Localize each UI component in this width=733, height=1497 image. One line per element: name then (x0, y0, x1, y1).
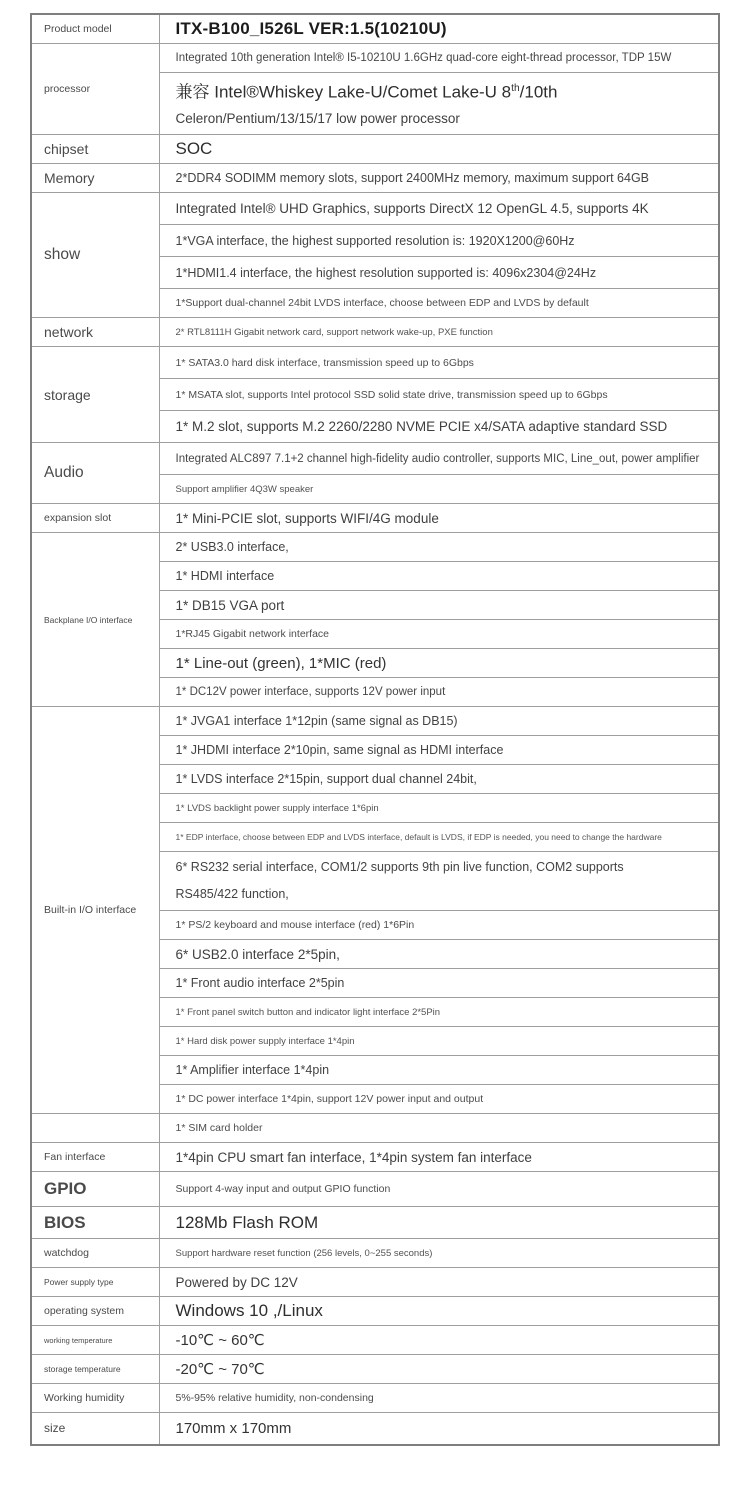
spec-backplane-audio-jacks: 1* Line-out (green), 1*MIC (red) (159, 649, 719, 678)
spec-network: 2* RTL8111H Gigabit network card, support network wake-up, PXE function (159, 318, 719, 347)
spec-gpio: Support 4-way input and output GPIO function (159, 1172, 719, 1207)
spec-size: 170mm x 170mm (159, 1413, 719, 1445)
spec-builtin-front-panel: 1* Front panel switch button and indicator light interface 2*5Pin (159, 998, 719, 1027)
spec-power-supply: Powered by DC 12V (159, 1268, 719, 1297)
spec-working-temperature: -10℃ ~ 60℃ (159, 1326, 719, 1355)
row-label-sim-empty (31, 1114, 159, 1143)
spec-backplane-rj45: 1*RJ45 Gigabit network interface (159, 620, 719, 649)
spec-builtin-jhdmi: 1* JHDMI interface 2*10pin, same signal as HDMI interface (159, 736, 719, 765)
spec-chipset: SOC (159, 135, 719, 164)
spec-table (30, 13, 720, 1446)
spec-storage-msata: 1* MSATA slot, supports Intel protocol SSD solid state drive, transmission speed up to 6Gbps (159, 379, 719, 411)
spec-builtin-usb2: 6* USB2.0 interface 2*5pin, (159, 940, 719, 969)
spec-audio-codec: Integrated ALC897 7.1+2 channel high-fidelity audio controller, supports MIC, Line_out, power amplifier (159, 443, 719, 475)
spec-storage-sata: 1* SATA3.0 hard disk interface, transmission speed up to 6Gbps (159, 347, 719, 379)
spec-bios: 128Mb Flash ROM (159, 1207, 719, 1239)
spec-os: Windows 10 ,/Linux (159, 1297, 719, 1326)
spec-builtin-amplifier: 1* Amplifier interface 1*4pin (159, 1056, 719, 1085)
spec-backplane-usb3: 2* USB3.0 interface, (159, 533, 719, 562)
spec-fan: 1*4pin CPU smart fan interface, 1*4pin system fan interface (159, 1143, 719, 1172)
spec-working-humidity: 5%-95% relative humidity, non-condensing (159, 1384, 719, 1413)
row-label-bios: BIOS (31, 1207, 159, 1239)
spec-audio-amplifier: Support amplifier 4Q3W speaker (159, 475, 719, 504)
row-label-watchdog: watchdog (31, 1239, 159, 1268)
spec-sim-card-holder: 1* SIM card holder (159, 1114, 719, 1143)
spec-processor-compat-line2: Celeron/Pentium/13/15/17 low power processor (175, 111, 460, 127)
spec-processor-compat (159, 72, 719, 135)
spec-builtin-rs232-line1: 6* RS232 serial interface, COM1/2 supports 9th pin live function, COM2 supports (175, 860, 624, 875)
spec-builtin-rs232-line2: RS485/422 function, (175, 887, 289, 902)
spec-builtin-hdd-power: 1* Hard disk power supply interface 1*4pin (159, 1027, 719, 1056)
row-label-fan: Fan interface (31, 1143, 159, 1172)
row-label-storage: storage (31, 347, 159, 443)
spec-backplane-vga: 1* DB15 VGA port (159, 591, 719, 620)
spec-expansion-minipcie: 1* Mini-PCIE slot, supports WIFI/4G module (159, 504, 719, 533)
spec-builtin-front-audio: 1* Front audio interface 2*5pin (159, 969, 719, 998)
spec-processor-compat-line1: 兼容 Intel®Whiskey Lake-U/Comet Lake-U 8th/10th (175, 82, 558, 102)
spec-show-gpu: Integrated Intel® UHD Graphics, supports DirectX 12 OpenGL 4.5, supports 4K (159, 193, 719, 225)
row-label-backplane-io: Backplane I/O interface (31, 533, 159, 707)
spec-builtin-ps2: 1* PS/2 keyboard and mouse interface (red) 1*6Pin (159, 911, 719, 940)
row-label-memory: Memory (31, 164, 159, 193)
row-label-storage-temperature: storage temperature (31, 1355, 159, 1384)
spec-storage-temperature: -20℃ ~ 70℃ (159, 1355, 719, 1384)
spec-processor-model: Integrated 10th generation Intel® I5-10210U 1.6GHz quad-core eight-thread processor, TDP 15W (159, 43, 719, 72)
row-label-gpio: GPIO (31, 1172, 159, 1207)
row-label-power-supply: Power supply type (31, 1268, 159, 1297)
spec-show-vga: 1*VGA interface, the highest supported resolution is: 1920X1200@60Hz (159, 225, 719, 257)
spec-product-model: ITX-B100_I526L VER:1.5(10210U) (159, 14, 719, 43)
spec-watchdog: Support hardware reset function (256 levels, 0~255 seconds) (159, 1239, 719, 1268)
row-label-working-humidity: Working humidity (31, 1384, 159, 1413)
spec-builtin-lvds: 1* LVDS interface 2*15pin, support dual channel 24bit, (159, 765, 719, 794)
row-label-audio: Audio (31, 443, 159, 504)
spec-show-lvds: 1*Support dual-channel 24bit LVDS interface, choose between EDP and LVDS by default (159, 289, 719, 318)
spec-backplane-hdmi: 1* HDMI interface (159, 562, 719, 591)
row-label-network: network (31, 318, 159, 347)
spec-builtin-lvds-backlight: 1* LVDS backlight power supply interface 1*6pin (159, 794, 719, 823)
spec-show-hdmi: 1*HDMI1.4 interface, the highest resolution supported is: 4096x2304@24Hz (159, 257, 719, 289)
row-label-size: size (31, 1413, 159, 1445)
spec-storage-m2: 1* M.2 slot, supports M.2 2260/2280 NVME PCIE x4/SATA adaptive standard SSD (159, 411, 719, 443)
spec-builtin-edp: 1* EDP interface, choose between EDP and LVDS interface, default is LVDS, if EDP is needed, you need to change the hardware (159, 823, 719, 852)
spec-builtin-dc-power: 1* DC power interface 1*4pin, support 12V power input and output (159, 1085, 719, 1114)
row-label-processor: processor (31, 43, 159, 135)
spec-builtin-rs232 (159, 852, 719, 911)
spec-memory: 2*DDR4 SODIMM memory slots, support 2400MHz memory, maximum support 64GB (159, 164, 719, 193)
row-label-os: operating system (31, 1297, 159, 1326)
spec-builtin-jvga1: 1* JVGA1 interface 1*12pin (same signal as DB15) (159, 707, 719, 736)
row-label-chipset: chipset (31, 135, 159, 164)
row-label-product-model: Product model (31, 14, 159, 43)
spec-backplane-dc12v: 1* DC12V power interface, supports 12V power input (159, 678, 719, 707)
row-label-working-temperature: working temperature (31, 1326, 159, 1355)
row-label-builtin-io: Built-in I/O interface (31, 707, 159, 1114)
row-label-show: show (31, 193, 159, 318)
row-label-expansion-slot: expansion slot (31, 504, 159, 533)
